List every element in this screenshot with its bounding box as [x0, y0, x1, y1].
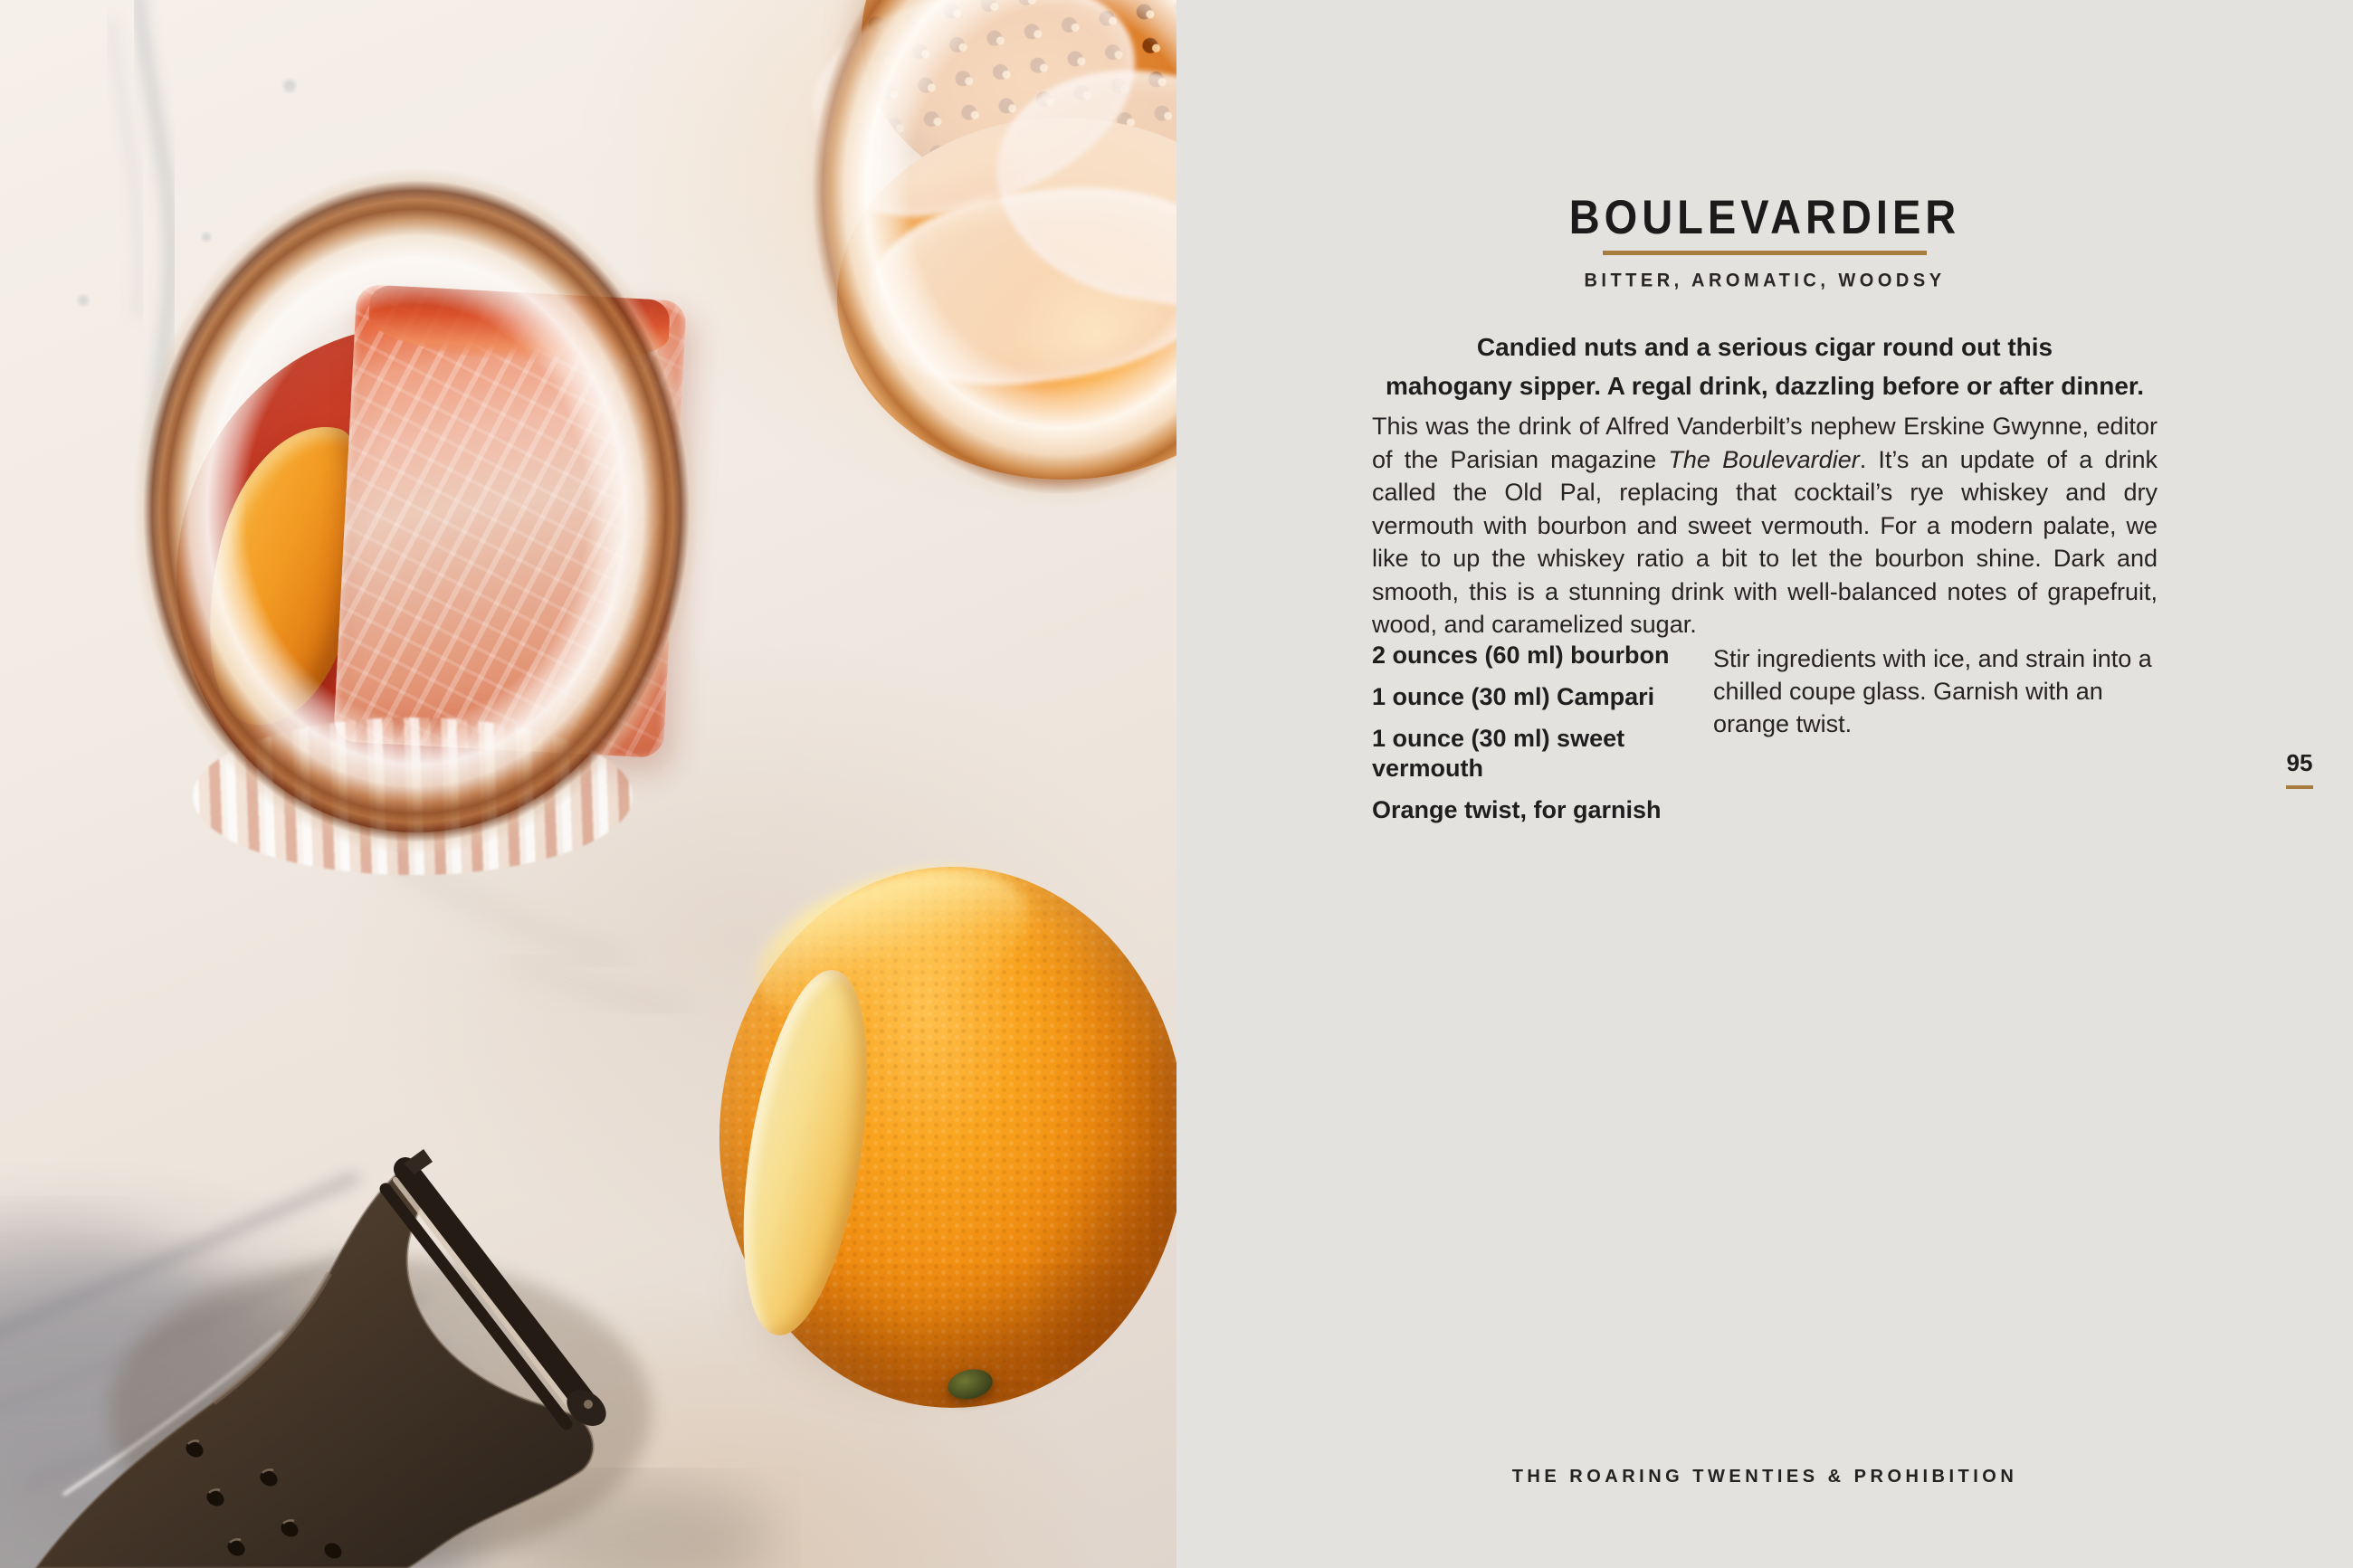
ingredients-list: [1372, 641, 1671, 837]
intro-line-2: mahogany sipper. A regal drink, dazzling before or after dinner.: [1385, 372, 2145, 400]
intro-line-1: Candied nuts and a serious cigar round out this: [1476, 333, 2053, 361]
ingredient-item: 1 ounce (30 ml) Campari: [1372, 683, 1655, 710]
ingredient-item: 1 ounce (30 ml) sweet vermouth: [1372, 725, 1625, 782]
ingredient-item: 2 ounces (60 ml) bourbon: [1372, 641, 1670, 669]
magazine-title: The Boulevardier: [1668, 445, 1860, 473]
title-underline: [1603, 251, 1927, 255]
photo-page: [0, 0, 1176, 1568]
recipe-title: BOULEVARDIER: [1568, 189, 1961, 244]
recipe-description: [1372, 410, 2158, 641]
page-number-value: 95: [2286, 749, 2313, 776]
vegetable-peeler-photo: [0, 0, 1176, 1568]
instructions-text: Stir ingredients with ice, and strain into a chilled coupe glass. Garnish with an orange twist.: [1713, 645, 2152, 737]
page-number: [2286, 749, 2313, 789]
recipe-page: [1176, 0, 2353, 1568]
ingredient-item: Orange twist, for garnish: [1372, 796, 1662, 823]
flavor-tagline: BITTER, AROMATIC, WOODSY: [1584, 270, 1946, 291]
description-text: . It’s an update of a drink called the Old Pal, replacing that cocktail’s rye whiskey and dry vermouth with bourbon and sweet vermouth. For a modern palate, we like to up the whiskey ratio a bit to let the bourbon shine. Dark and smooth, this is a stunning drink with well-balanced notes of grapefruit, wood, and caramelized sugar.: [1372, 445, 2158, 638]
chapter-footer: THE ROARING TWENTIES & PROHIBITION: [1511, 1467, 2018, 1487]
description-text: This was the drink of Alfred Vanderbilt’s nephew Erskine Gwynne, editor of the Parisian magazine: [1372, 413, 2158, 473]
recipe-intro: [1312, 328, 2217, 405]
page-number-underline: [2286, 785, 2313, 789]
